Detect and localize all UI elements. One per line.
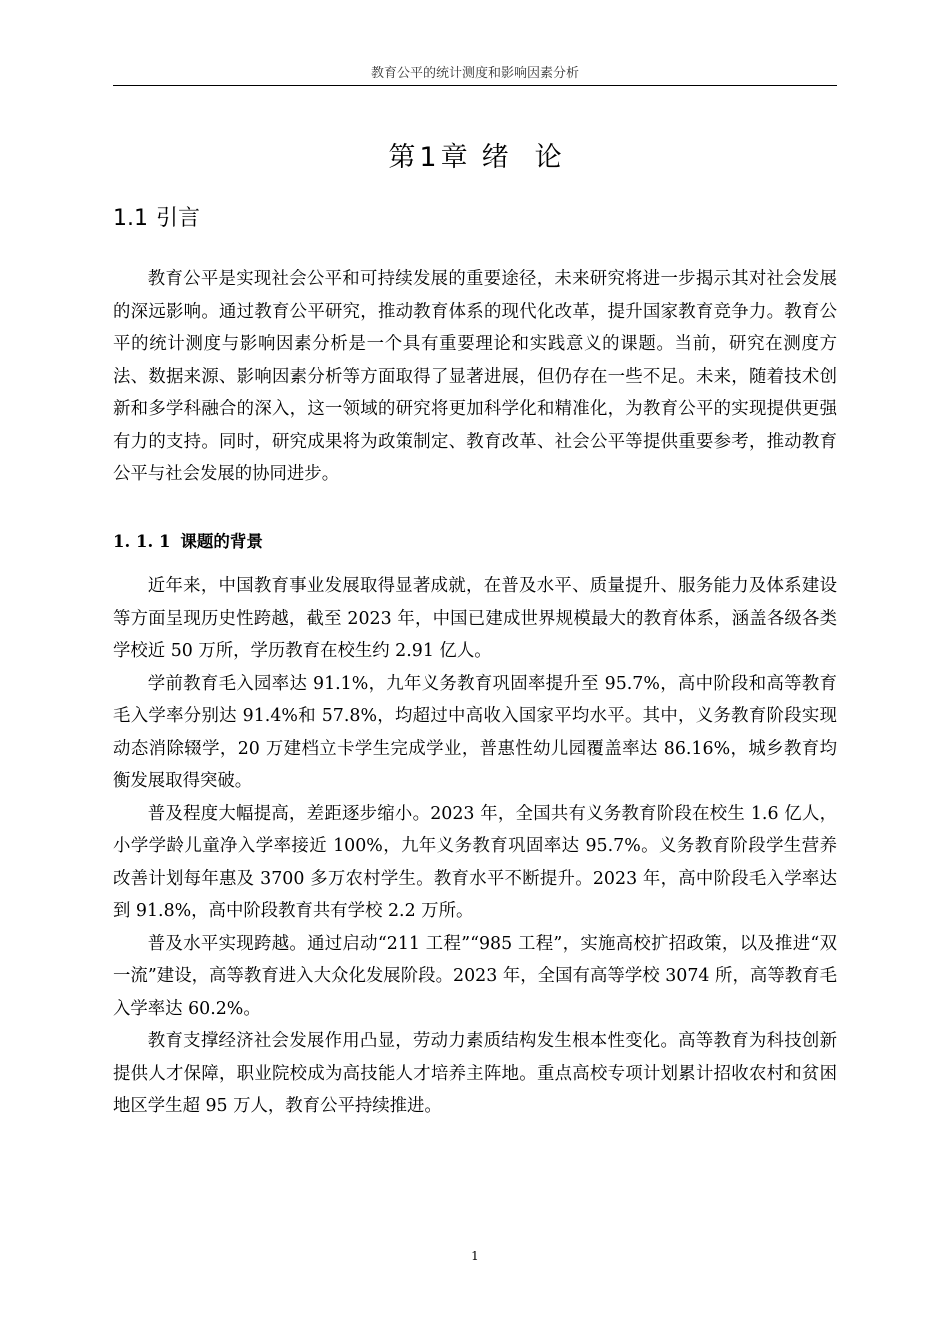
subsection-heading: 课题的背景	[180, 532, 263, 551]
background-paragraph: 普及水平实现跨越。通过启动“211 工程”“985 工程”，实施高校扩招政策，以及推进“双一流”建设，高等教育进入大众化发展阶段。2023 年，全国有高等学校 3074 所，高等教育毛入学率达 60.2%。	[113, 933, 837, 1019]
chapter-prefix: 第	[388, 142, 416, 173]
chapter-title-part1: 绪	[481, 142, 509, 173]
chapter-number: 1	[419, 142, 437, 173]
subsection-title	[113, 527, 263, 557]
background-block	[113, 570, 837, 1123]
page-number: 1	[471, 1249, 479, 1263]
background-paragraph: 普及程度大幅提高，差距逐步缩小。2023 年，全国共有义务教育阶段在校生 1.6 亿人，小学学龄儿童净入学率接近 100%，九年义务教育巩固率达 95.7%。义务教育阶段学生营养改善计划每年惠及 3700 多万农村学生。教育水平不断提升。2023 年，高中阶段毛入学率达到 91.8%，高中阶段教育共有学校 2.2 万所。	[113, 803, 837, 921]
chapter-title	[113, 138, 837, 178]
background-paragraph: 教育支撑经济社会发展作用凸显，劳动力素质结构发生根本性变化。高等教育为科技创新提供人才保障，职业院校成为高技能人才培养主阵地。重点高校专项计划累计招收农村和贫困地区学生超 95 万人，教育公平持续推进。	[113, 1031, 837, 1116]
section-title	[113, 202, 200, 236]
section-number: 1.1	[113, 206, 148, 231]
running-header: 教育公平的统计测度和影响因素分析	[370, 66, 579, 81]
intro-paragraph: 教育公平是实现社会公平和可持续发展的重要途径，未来研究将进一步揭示其对社会发展的深远影响。通过教育公平研究，推动教育体系的现代化改革，提升国家教育竞争力。教育公平的统计测度与影响因素分析是一个具有重要理论和实践意义的课题。当前，研究在测度方法、数据来源、影响因素分析等方面取得了显著进展，但仍存在一些不足。未来，随着技术创新和多学科融合的深入，这一领域的研究将更加科学化和精准化，为教育公平的实现提供更强有力的支持。同时，研究成果将为政策制定、教育改革、社会公平等提供重要参考，推动教育公平与社会发展的协同进步。	[113, 269, 837, 484]
chapter-title-part2: 论	[534, 142, 562, 173]
subsection-number: 1. 1. 1	[113, 532, 171, 551]
header-rule	[113, 85, 837, 86]
intro-block	[113, 263, 837, 491]
background-paragraph: 学前教育毛入园率达 91.1%，九年义务教育巩固率提升至 95.7%，高中阶段和高等教育毛入学率分别达 91.4%和 57.8%，均超过中高收入国家平均水平。其中，义务教育阶段实现动态消除辍学，20 万建档立卡学生完成学业，普惠性幼儿园覆盖率达 86.16%，城乡教育均衡发展取得突破。	[113, 673, 837, 791]
chapter-suffix: 章	[440, 142, 468, 173]
section-heading: 引言	[156, 206, 201, 231]
background-paragraph: 近年来，中国教育事业发展取得显著成就，在普及水平、质量提升、服务能力及体系建设等方面呈现历史性跨越，截至 2023 年，中国已建成世界规模最大的教育体系，涵盖各级各类学校近 50 万所，学历教育在校生约 2.91 亿人。	[113, 576, 837, 661]
